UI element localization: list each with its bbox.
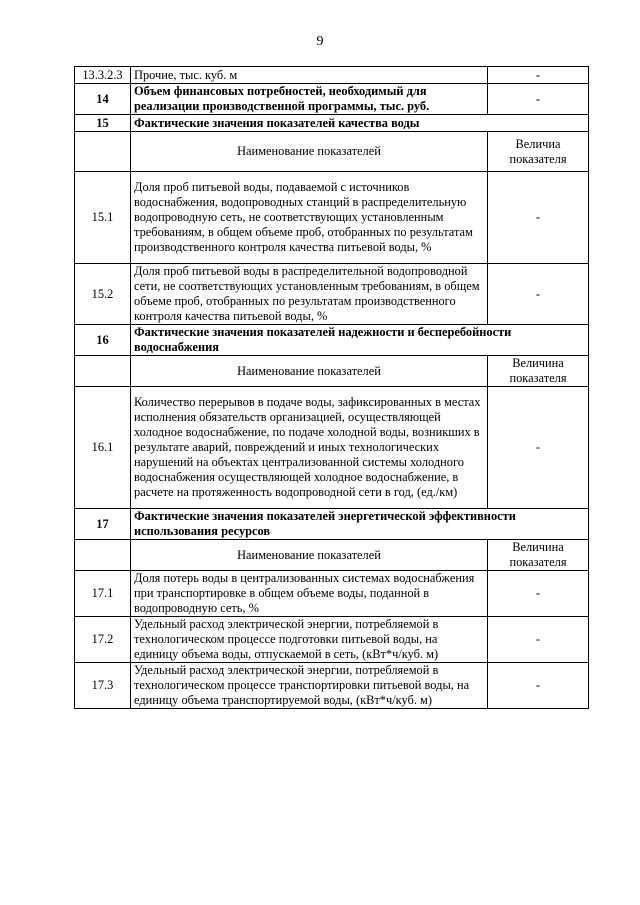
column-header-row xyxy=(75,132,589,172)
row-value: - xyxy=(488,617,589,663)
page-number: 9 xyxy=(316,34,324,49)
row-text: Удельный расход электрической энергии, потребляемой в технологическом процессе транспортировки питьевой воды, на единицу объема транспортируемой воды, (кВт*ч/куб. м) xyxy=(131,663,488,709)
row-number: 13.3.2.3 xyxy=(75,67,131,84)
column-header-row xyxy=(75,356,589,387)
indicators-table xyxy=(74,66,589,709)
column-header-value: Величина показателя xyxy=(488,356,589,387)
empty-cell xyxy=(75,356,131,387)
row-text: Доля проб питьевой воды в распределительной водопроводной сети, не соответствующих установленным требованиям, в общем объеме проб, отобранных по результатам производственного контроля качества питьевой воды, % xyxy=(131,264,488,325)
table-row xyxy=(75,172,589,264)
table-row xyxy=(75,571,589,617)
section-title: Фактические значения показателей надежности и бесперебойности водоснабжения xyxy=(131,325,589,356)
table-row xyxy=(75,264,589,325)
row-value: - xyxy=(488,663,589,709)
row-number: 15.1 xyxy=(75,172,131,264)
row-value: - xyxy=(488,571,589,617)
table-row xyxy=(75,617,589,663)
empty-cell xyxy=(75,540,131,571)
section-title: Фактические значения показателей качества воды xyxy=(131,115,589,132)
section-header-row xyxy=(75,325,589,356)
row-value: - xyxy=(488,84,589,115)
row-value: - xyxy=(488,172,589,264)
column-header-value: Величиа показателя xyxy=(488,132,589,172)
row-number: 14 xyxy=(75,84,131,115)
column-header-value: Величина показателя xyxy=(488,540,589,571)
row-text: Количество перерывов в подаче воды, зафиксированных в местах исполнения обязательств организацией, осуществляющей холодное водоснабжение, по подаче холодной воды, возникших в результате аварий, повреждений и иных технологических нарушений на объектах централизованной системы холодного водоснабжения осуществляющей холодное водоснабжение, в расчете на протяженность водопроводной сети в год, (ед./км) xyxy=(131,387,488,509)
table-row xyxy=(75,67,589,84)
section-header-row xyxy=(75,115,589,132)
empty-cell xyxy=(75,132,131,172)
table-row xyxy=(75,663,589,709)
column-header-row xyxy=(75,540,589,571)
section-number: 16 xyxy=(75,325,131,356)
section-number: 15 xyxy=(75,115,131,132)
row-number: 16.1 xyxy=(75,387,131,509)
row-text: Прочие, тыс. куб. м xyxy=(131,67,488,84)
row-number: 17.1 xyxy=(75,571,131,617)
row-value: - xyxy=(488,387,589,509)
row-number: 17.2 xyxy=(75,617,131,663)
column-header-name: Наименование показателей xyxy=(131,356,488,387)
row-number: 17.3 xyxy=(75,663,131,709)
row-text: Объем финансовых потребностей, необходимый для реализации производственной программы, тыс. руб. xyxy=(131,84,488,115)
row-number: 15.2 xyxy=(75,264,131,325)
column-header-name: Наименование показателей xyxy=(131,540,488,571)
row-text: Удельный расход электрической энергии, потребляемой в технологическом процессе подготовки питьевой воды, на единицу объема воды, отпускаемой в сеть, (кВт*ч/куб. м) xyxy=(131,617,488,663)
table-row xyxy=(75,84,589,115)
table-row xyxy=(75,387,589,509)
row-value: - xyxy=(488,67,589,84)
section-number: 17 xyxy=(75,509,131,540)
row-text: Доля потерь воды в централизованных системах водоснабжения при транспортировке в общем объеме воды, поданной в водопроводную сеть, % xyxy=(131,571,488,617)
column-header-name: Наименование показателей xyxy=(131,132,488,172)
section-header-row xyxy=(75,509,589,540)
row-value: - xyxy=(488,264,589,325)
section-title: Фактические значения показателей энергетической эффективности использования ресурсов xyxy=(131,509,589,540)
row-text: Доля проб питьевой воды, подаваемой с источников водоснабжения, водопроводных станций в распределительную водопроводную сеть, не соответствующих установленным требованиям, в общем объеме проб, отобранных по результатам производственного контроля качества питьевой воды, % xyxy=(131,172,488,264)
